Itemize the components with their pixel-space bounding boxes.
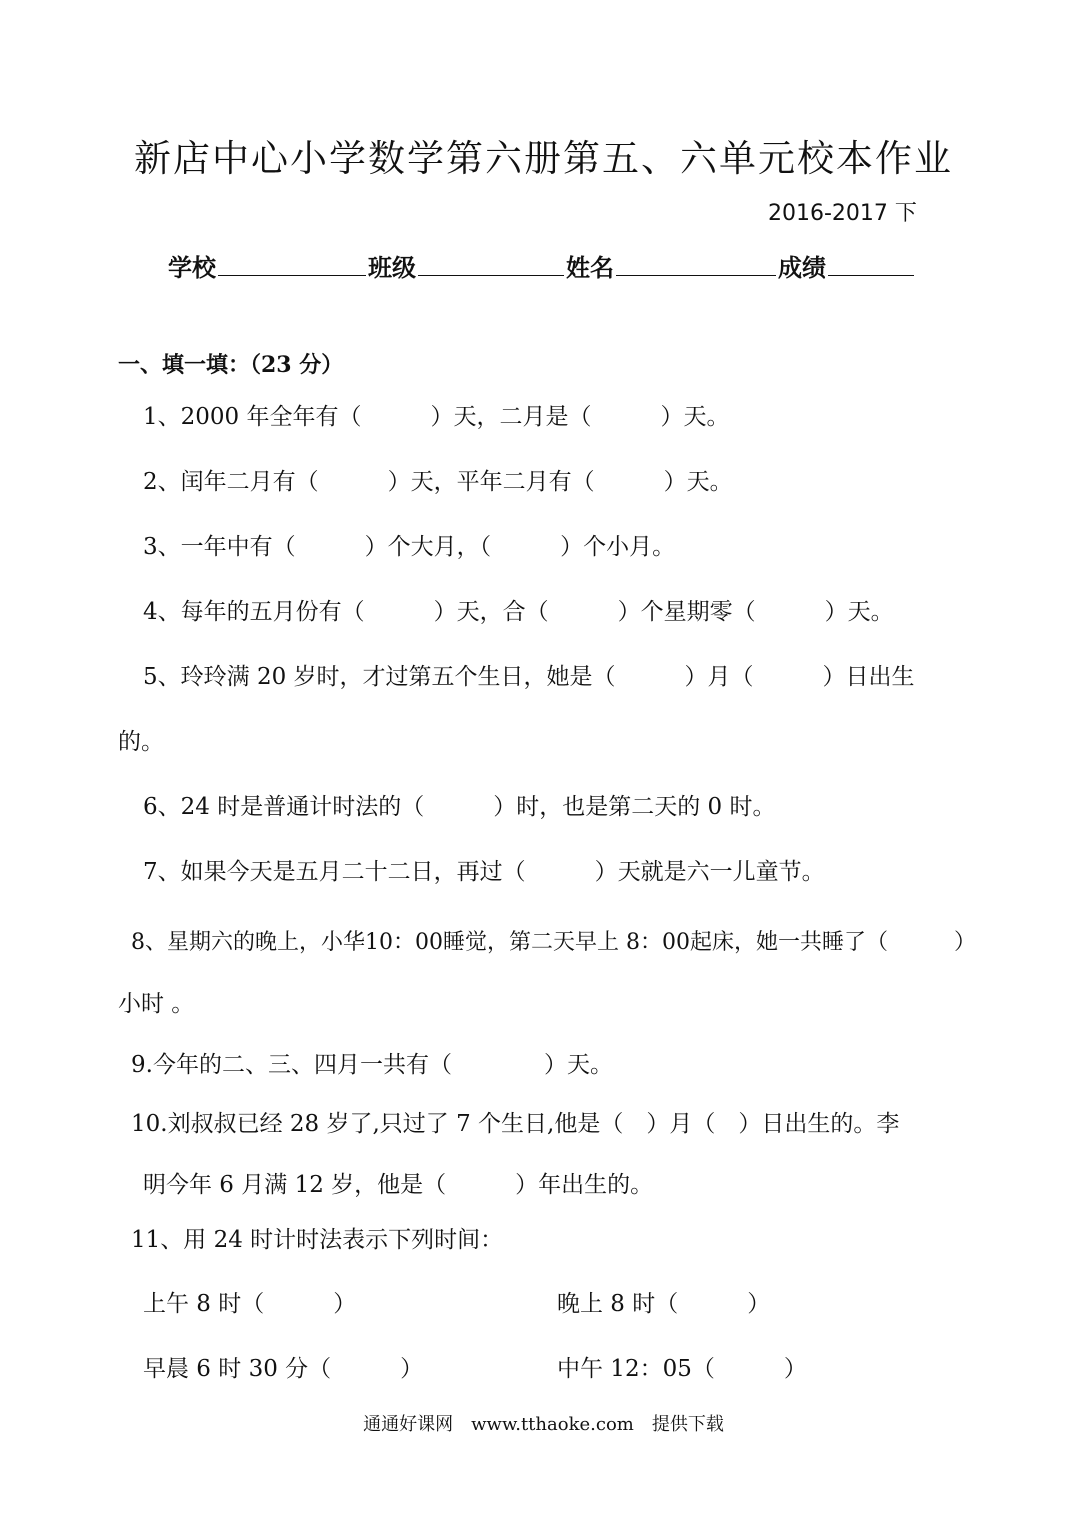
question-2: 2、闰年二月有（ ）天，平年二月有（ ）天。 xyxy=(143,469,733,495)
question-11-c: 早晨 6 时 30 分（ ） xyxy=(143,1356,424,1382)
term-label: 2016-2017 下 xyxy=(768,201,917,226)
name-blank[interactable] xyxy=(616,274,776,276)
class-label: 班级 xyxy=(368,253,416,282)
page-title: 新店中心小学数学第六册第五、六单元校本作业 xyxy=(134,137,953,180)
class-blank[interactable] xyxy=(418,274,564,276)
question-11-d: 中午 12：05（ ） xyxy=(557,1356,807,1382)
school-label: 学校 xyxy=(168,253,216,282)
score-blank[interactable] xyxy=(828,274,914,276)
question-1: 1、2000 年全年有（ ）天，二月是（ ）天。 xyxy=(143,404,730,430)
section-heading: 一、填一填：（23 分） xyxy=(118,352,344,378)
score-label: 成绩 xyxy=(778,253,826,282)
question-3: 3、一年中有（ ）个大月，（ ）个小月。 xyxy=(143,534,676,560)
question-8-line-2: 小时 。 xyxy=(118,991,195,1017)
question-11-a: 上午 8 时（ ） xyxy=(143,1291,357,1317)
question-9: 9.今年的二、三、四月一共有（ ）天。 xyxy=(131,1052,613,1078)
footer-source: 通通好课网 www.tthaoke.com 提供下载 xyxy=(363,1414,724,1435)
question-11-b: 晚上 8 时（ ） xyxy=(557,1291,771,1317)
student-info-row xyxy=(168,248,916,283)
question-6: 6、24 时是普通计时法的（ ）时，也是第二天的 0 时。 xyxy=(143,794,776,820)
question-10-line-1: 10.刘叔叔已经 28 岁了,只过了 7 个生日,他是（ ）月（ ）日出生的。李 xyxy=(131,1111,900,1137)
question-11: 11、用 24 时计时法表示下列时间： xyxy=(131,1227,504,1253)
question-5-line-1: 5、玲玲满 20 岁时，才过第五个生日，她是（ ）月（ ）日出生 xyxy=(143,664,915,690)
school-blank[interactable] xyxy=(218,274,366,276)
name-label: 姓名 xyxy=(566,253,614,282)
question-10-line-2: 明今年 6 月满 12 岁，他是（ ）年出生的。 xyxy=(143,1172,654,1198)
question-8-line-1: 8、星期六的晚上，小华10：00睡觉，第二天早上 8：00起床，她一共睡了（ ） xyxy=(131,930,976,955)
question-7: 7、如果今天是五月二十二日，再过（ ）天就是六一儿童节。 xyxy=(143,859,825,885)
question-5-line-2: 的。 xyxy=(118,729,164,755)
question-4: 4、每年的五月份有（ ）天，合（ ）个星期零（ ）天。 xyxy=(143,599,894,625)
